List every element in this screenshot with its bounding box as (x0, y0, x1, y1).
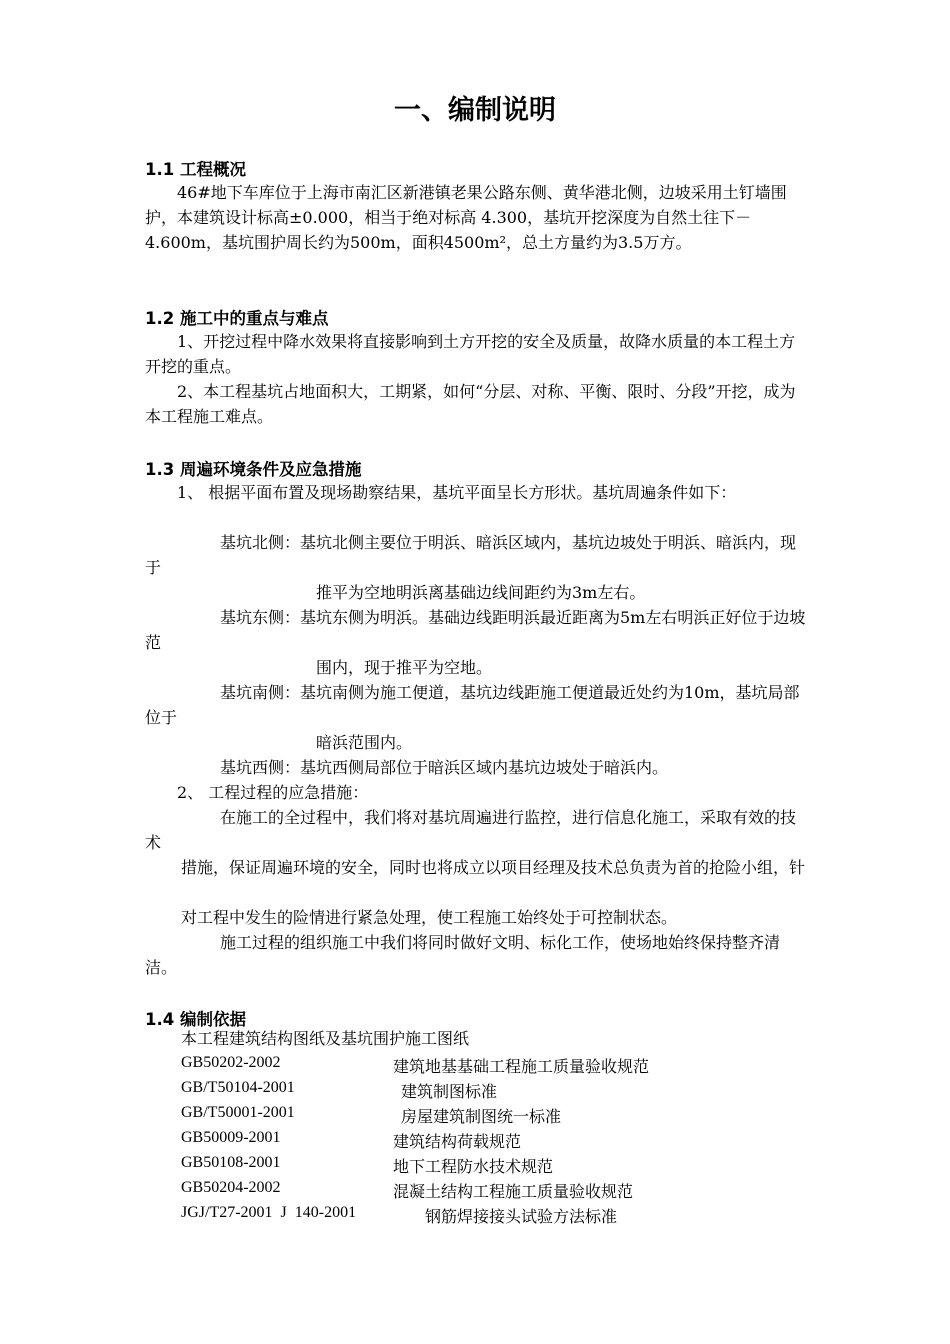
west-side-text: 基坑西侧：基坑西侧局部位于暗浜区域内基坑边坡处于暗浜内。 (220, 758, 669, 777)
standard-code: GB50108-2001 (181, 1154, 281, 1171)
standard-title: 建筑制图标准 (401, 1082, 498, 1101)
section-heading-1-2: 1.2 施工中的重点与难点 (145, 309, 329, 328)
standard-title: 钢筋焊接接头试验方法标准 (425, 1207, 618, 1226)
emergency-text-1: 在施工的全过程中，我们将对基坑周遍进行监控，进行信息化施工，采取有效的技术 (145, 808, 797, 852)
emergency-text-4: 施工过程的组织施工中我们将同时做好文明、标化工作，使场地始终保持整齐清洁。 (145, 933, 781, 977)
standard-title: 建筑结构荷载规范 (393, 1132, 522, 1151)
section-heading-1-1: 1.1 工程概况 (145, 160, 246, 179)
standard-title: 混凝土结构工程施工质量验收规范 (393, 1182, 634, 1201)
south-side-text: 基坑南侧：基坑南侧为施工便道，基坑边线距施工便道最近处约为10m，基坑局部位于 (145, 683, 800, 727)
standard-code: JGJ/T27-2001 J 140-2001 (181, 1204, 357, 1221)
standard-title: 房屋建筑制图统一标准 (401, 1107, 562, 1126)
section-1-3-item-1: 1、 根据平面布置及现场勘察结果，基坑平面呈长方形状。基坑周遍条件如下： (177, 483, 737, 502)
south-side-continuation: 暗浜范围内。 (316, 733, 413, 752)
standard-code: GB50009-2001 (181, 1129, 281, 1146)
section-1-2-paragraph-1: 1、开挖过程中降水效果将直接影响到土方开挖的安全及质量，故降水质量的本工程土方开挖的重点。 (145, 332, 796, 376)
east-side-text: 基坑东侧：基坑东侧为明浜。基础边线距明浜最近距离为5m左右明浜正好位于边坡范 (145, 608, 806, 652)
emergency-text-3: 对工程中发生的险情进行紧急处理，使工程施工始终处于可控制状态。 (181, 908, 678, 927)
east-side-continuation: 围内，现于推平为空地。 (316, 658, 493, 677)
standard-code: GB/T50104-2001 (181, 1079, 295, 1096)
basis-intro: 本工程建筑结构图纸及基坑围护施工图纸 (181, 1029, 470, 1048)
north-side-continuation: 推平为空地明浜离基础边线间距约为3m左右。 (316, 583, 646, 602)
emergency-text-2: 措施，保证周遍环境的安全，同时也将成立以项目经理及技术总负责为首的抢险小组，针 (181, 858, 806, 877)
standard-code: GB50204-2002 (181, 1179, 281, 1196)
page-title: 一、编制说明 (394, 95, 556, 126)
section-heading-1-3: 1.3 周遍环境条件及应急措施 (145, 460, 362, 479)
section-1-3-item-2: 2、 工程过程的应急措施： (177, 783, 369, 802)
section-heading-1-4: 1.4 编制依据 (145, 1010, 246, 1029)
standard-title: 建筑地基基础工程施工质量验收规范 (393, 1057, 650, 1076)
section-1-1-paragraph: 46#地下车库位于上海市南汇区新港镇老果公路东侧、黄华港北侧，边坡采用土钉墙围护，本建筑设计标高±0.000，相当于绝对标高 4.300，基坑开挖深度为自然土往下－4.600m，基坑围护周长约为500m，面积4500m²，总土方量约为3.5万方。 (145, 183, 787, 252)
standard-title: 地下工程防水技术规范 (393, 1157, 554, 1176)
standard-code: GB50202-2002 (181, 1054, 281, 1071)
standard-code: GB/T50001-2001 (181, 1104, 295, 1121)
section-1-2-paragraph-2: 2、本工程基坑占地面积大，工期紧，如何“分层、对称、平衡、限时、分段”开挖，成为本工程施工难点。 (145, 382, 796, 426)
north-side-text: 基坑北侧：基坑北侧主要位于明浜、暗浜区域内，基坑边坡处于明浜、暗浜内，现于 (145, 533, 797, 577)
